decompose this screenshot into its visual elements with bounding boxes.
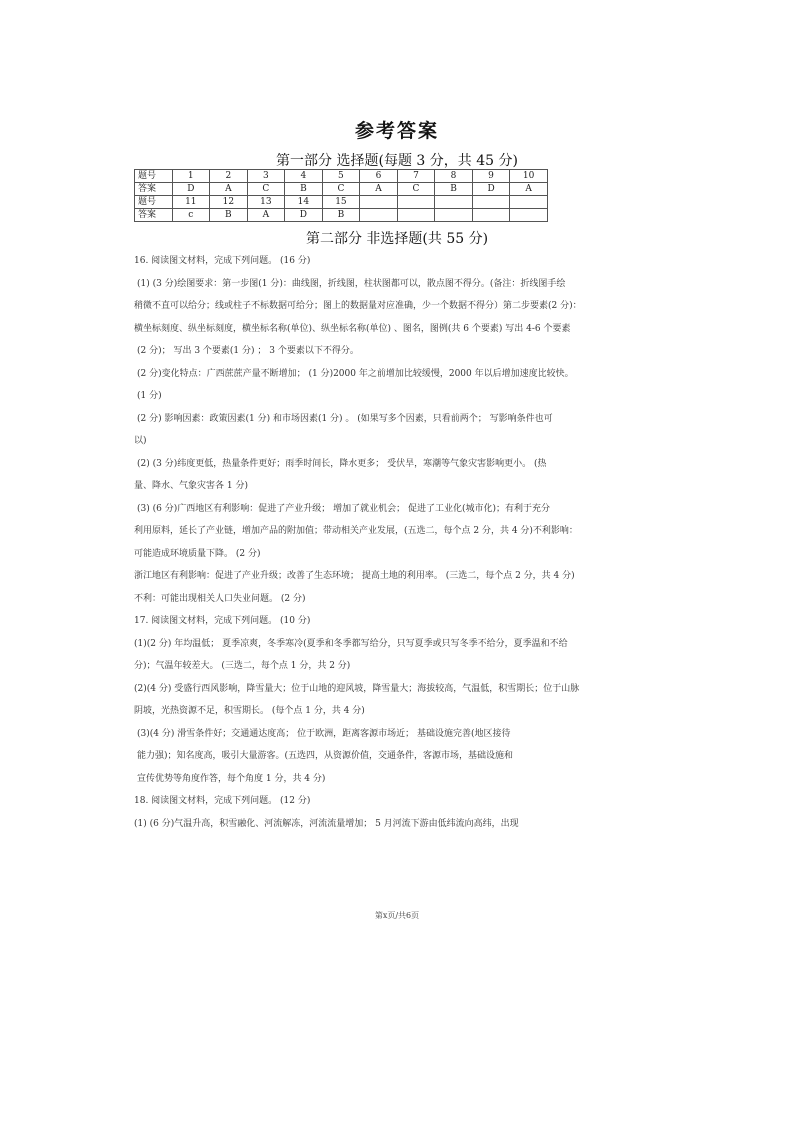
answer-line: (3)(4 分) 滑雪条件好；交通通达度高； 位于欧洲，距离客源市场近； 基础设施完善(地区接待	[137, 728, 511, 739]
table-cell	[510, 196, 548, 209]
part1-heading: 第一部分 选择题(每题 3 分，共 45 分)	[276, 153, 518, 169]
answer-line: (2 分)； 写出 3 个要素(1 分) ； 3 个要素以下不得分。	[137, 346, 359, 356]
answer-line: 横坐标刻度、纵坐标刻度，横坐标名称(单位)、纵坐标名称(单位) 、图名，图例(共 6 个要素) 写出 4-6 个要素	[134, 323, 571, 334]
answer-line: (1) (6 分)气温升高，积雪融化、河流解冻，河流流量增加； 5 月河流下游由低纬流向高纬，出现	[134, 818, 519, 829]
answer-line: (3) (6 分)广西地区有利影响：促进了产业升级； 增加了就业机会； 促进了工业化(城市化)；有利于充分	[137, 503, 550, 514]
table-cell: A	[247, 209, 285, 222]
answer-line: (2) (3 分)纬度更低，热量条件更好；雨季时间长，降水更多； 受伏旱，寒潮等气象灾害影响更小。 (热	[137, 458, 547, 469]
table-cell: B	[322, 209, 360, 222]
table-cell	[435, 196, 473, 209]
answer-line: (1)(2 分) 年均温低； 夏季凉爽，冬季寒冷(夏季和冬季都写给分，只写夏季或只写冬季不给分，夏季温和不给	[134, 638, 568, 649]
answer-line: (2 分)变化特点：广西蔗蔗产量不断增加； (1 分)2000 年之前增加比较缓慢，2000 年以后增加速度比较快。	[137, 368, 574, 379]
table-cell: A	[510, 183, 548, 196]
answer-line: 浙江地区有利影响：促进了产业升级；改善了生态环境； 提高土地的利用率。 (三选二，每个点 2 分，共 4 分)	[134, 571, 575, 581]
table-row	[135, 209, 548, 222]
table-cell: C	[322, 183, 360, 196]
table-row	[135, 183, 548, 196]
table-cell: B	[435, 183, 473, 196]
answer-line: 能力强)；知名度高，吸引大量游客。(五选四，从资源价值，交通条件，客源市场，基础设施和	[137, 751, 514, 761]
answer-body	[134, 250, 614, 835]
table-cell: A	[360, 183, 398, 196]
table-cell: 2	[210, 170, 248, 183]
part2-heading: 第二部分 非选择题(共 55 分)	[305, 231, 489, 247]
table-cell	[435, 209, 473, 222]
answer-line: 阴坡，光热资源不足，积雪期长。 (每个点 1 分，共 4 分)	[134, 706, 365, 716]
table-cell: 1	[172, 170, 210, 183]
table-cell: 14	[285, 196, 323, 209]
table-cell: 答案	[135, 209, 173, 222]
answer-line: 以)	[134, 436, 147, 446]
answer-line: 宣传优势等角度作答，每个角度 1 分，共 4 分)	[137, 773, 326, 784]
table-cell: 题号	[135, 170, 173, 183]
table-cell: 10	[510, 170, 548, 183]
table-cell: 7	[397, 170, 435, 183]
table-cell	[360, 196, 398, 209]
page-title: 参考答案	[354, 120, 439, 142]
table-cell: 9	[472, 170, 510, 183]
table-cell: B	[285, 183, 323, 196]
answer-line: 不利：可能出现相关人口失业问题。 (2 分)	[134, 593, 306, 604]
table-cell: 13	[247, 196, 285, 209]
table-cell: C	[247, 183, 285, 196]
table-cell: B	[210, 209, 248, 222]
page-footer: 第x页/共6页	[374, 911, 420, 920]
table-cell: D	[472, 183, 510, 196]
answer-line: 量、降水、气象灾害各 1 分)	[134, 481, 248, 491]
answer-line: 可能造成环境质量下降。 (2 分)	[134, 548, 261, 559]
table-row	[135, 170, 548, 183]
table-cell: c	[172, 209, 210, 222]
answer-line: (1) (3 分)绘图要求：第一步图(1 分)：曲线图，折线图，柱状图都可以，散点图不得分。(备注：折线图手绘	[137, 278, 566, 289]
table-cell: 8	[435, 170, 473, 183]
table-cell	[510, 209, 548, 222]
answer-line: 利用原料，延长了产业链，增加产品的附加值；带动相关产业发展，(五选二，每个点 2 分，共 4 分)不利影响：	[134, 526, 578, 536]
answer-line: (1 分)	[137, 391, 162, 401]
table-cell	[472, 209, 510, 222]
answer-line: 分)；气温年较差大。 (三选二，每个点 1 分，共 2 分)	[134, 661, 351, 671]
table-cell: 11	[172, 196, 210, 209]
table-cell	[397, 209, 435, 222]
table-cell: A	[210, 183, 248, 196]
table-cell: 3	[247, 170, 285, 183]
answer-line: 16. 阅读图文材料，完成下列问题。 (16 分)	[134, 256, 311, 266]
table-cell: 15	[322, 196, 360, 209]
table-cell	[360, 209, 398, 222]
table-cell	[397, 196, 435, 209]
table-cell: 答案	[135, 183, 173, 196]
table-cell	[472, 196, 510, 209]
table-cell: 12	[210, 196, 248, 209]
table-cell: 6	[360, 170, 398, 183]
table-cell: 5	[322, 170, 360, 183]
table-cell: D	[285, 209, 323, 222]
table-cell: 4	[285, 170, 323, 183]
answer-line: (2)(4 分) 受盛行西风影响，降雪量大；位于山地的迎风坡，降雪量大；海拔较高，气温低，积雪期长；位于山脉	[134, 683, 580, 694]
table-cell: 题号	[135, 196, 173, 209]
table-row	[135, 196, 548, 209]
answer-line: 18. 阅读图文材料，完成下列问题。 (12 分)	[134, 796, 311, 806]
answer-line: 稍微不直可以给分；线或柱子不标数据可给分；图上的数据量对应准确，少一个数据不得分）第二步要素(2 分)：	[134, 301, 582, 311]
answer-table	[134, 169, 548, 222]
answer-line: 17. 阅读图文材料，完成下列问题。 (10 分)	[134, 616, 311, 626]
table-cell: C	[397, 183, 435, 196]
answer-line: (2 分) 影响因素：政策因素(1 分) 和市场因素(1 分) 。 (如果写多个因素，只看前两个； 写影响条件也可	[137, 413, 553, 424]
table-cell: D	[172, 183, 210, 196]
